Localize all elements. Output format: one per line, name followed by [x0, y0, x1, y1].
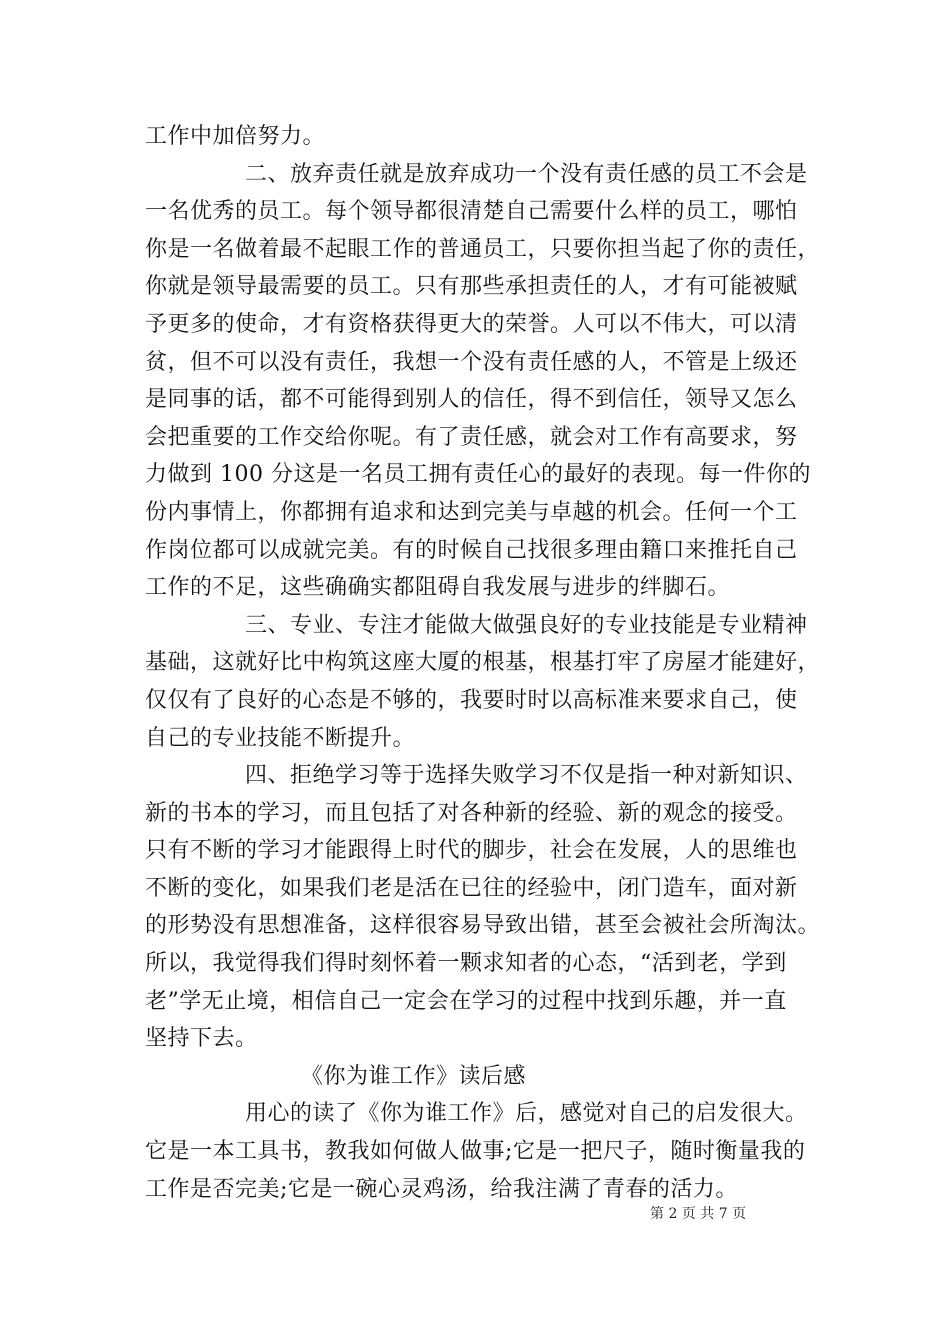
- section-title: 《你为谁工作》读后感: [301, 1063, 527, 1089]
- text-line: 工作中加倍努力。: [145, 124, 326, 149]
- text-line: 力做到 100 分这是一名员工拥有责任心的最好的表现。每一件你的: [145, 462, 811, 488]
- text-line: 所以，我觉得我们得时刻怀着一颗求知者的心态，“活到老，学到: [145, 951, 787, 977]
- text-line: 新的书本的学习，而且包括了对各种新的经验、新的观念的接受。: [145, 800, 798, 826]
- text-line: 会把重要的工作交给你呢。有了责任感，就会对工作有高要求，努: [145, 424, 798, 450]
- text-line: 是同事的话，都不可能得到别人的信任，得不到信任，领导又怎么: [145, 387, 798, 413]
- text-line: 用心的读了《你为谁工作》后，感觉对自己的启发很大。: [245, 1101, 808, 1127]
- text-line: 份内事情上，你都拥有追求和达到完美与卓越的机会。任何一个工: [145, 499, 798, 525]
- page-number-footer: 第 2 页 共 7 页: [650, 1206, 747, 1222]
- text-line: 坚持下去。: [145, 1026, 258, 1052]
- text-line: 你是一名做着最不起眼工作的普通员工，只要你担当起了你的责任，: [145, 236, 821, 262]
- document-body: [145, 118, 821, 1208]
- text-line: 予更多的使命，才有资格获得更大的荣誉。人可以不伟大，可以清: [145, 311, 798, 337]
- text-line: 不断的变化，如果我们老是活在已往的经验中，闭门造车，面对新: [145, 875, 798, 901]
- text-line: 老”学无止境，相信自己一定会在学习的过程中找到乐趣，并一直: [145, 988, 787, 1014]
- text-line: 的形势没有思想准备，这样很容易导致出错，甚至会被社会所淘汰。: [145, 913, 821, 939]
- text-line: 工作是否完美;它是一碗心灵鸡汤，给我注满了青春的活力。: [145, 1176, 738, 1202]
- text-line: 一名优秀的员工。每个领导都很清楚自己需要什么样的员工，哪怕: [145, 199, 798, 225]
- text-line: 工作的不足，这些确确实都阻碍自我发展与进步的绊脚石。: [145, 575, 731, 601]
- paragraph-heading-3: 三、专业、专注才能做大做强良好的专业技能是专业精神: [245, 612, 808, 638]
- text-line: 只有不断的学习才能跟得上时代的脚步，社会在发展，人的思维也: [145, 838, 798, 864]
- text-line: 贫，但不可以没有责任，我想一个没有责任感的人，不管是上级还: [145, 349, 798, 375]
- text-line: 它是一本工具书，教我如何做人做事;它是一把尺子，随时衡量我的: [145, 1139, 806, 1165]
- text-line: 你就是领导最需要的员工。只有那些承担责任的人，才有可能被赋: [145, 274, 798, 300]
- text-line: 仅仅有了良好的心态是不够的，我要时时以高标准来要求自己，使: [145, 687, 798, 713]
- paragraph-heading-2: 二、放弃责任就是放弃成功一个没有责任感的员工不会是: [245, 161, 808, 187]
- text-line: 基础，这就好比中构筑这座大厦的根基，根基打牢了房屋才能建好，: [145, 650, 821, 676]
- text-line: 作岗位都可以成就完美。有的时候自己找很多理由籍口来推托自己: [145, 537, 798, 563]
- text-line: 自己的专业技能不断提升。: [145, 725, 416, 751]
- paragraph-heading-4: 四、拒绝学习等于选择失败学习不仅是指一种对新知识、: [245, 763, 808, 789]
